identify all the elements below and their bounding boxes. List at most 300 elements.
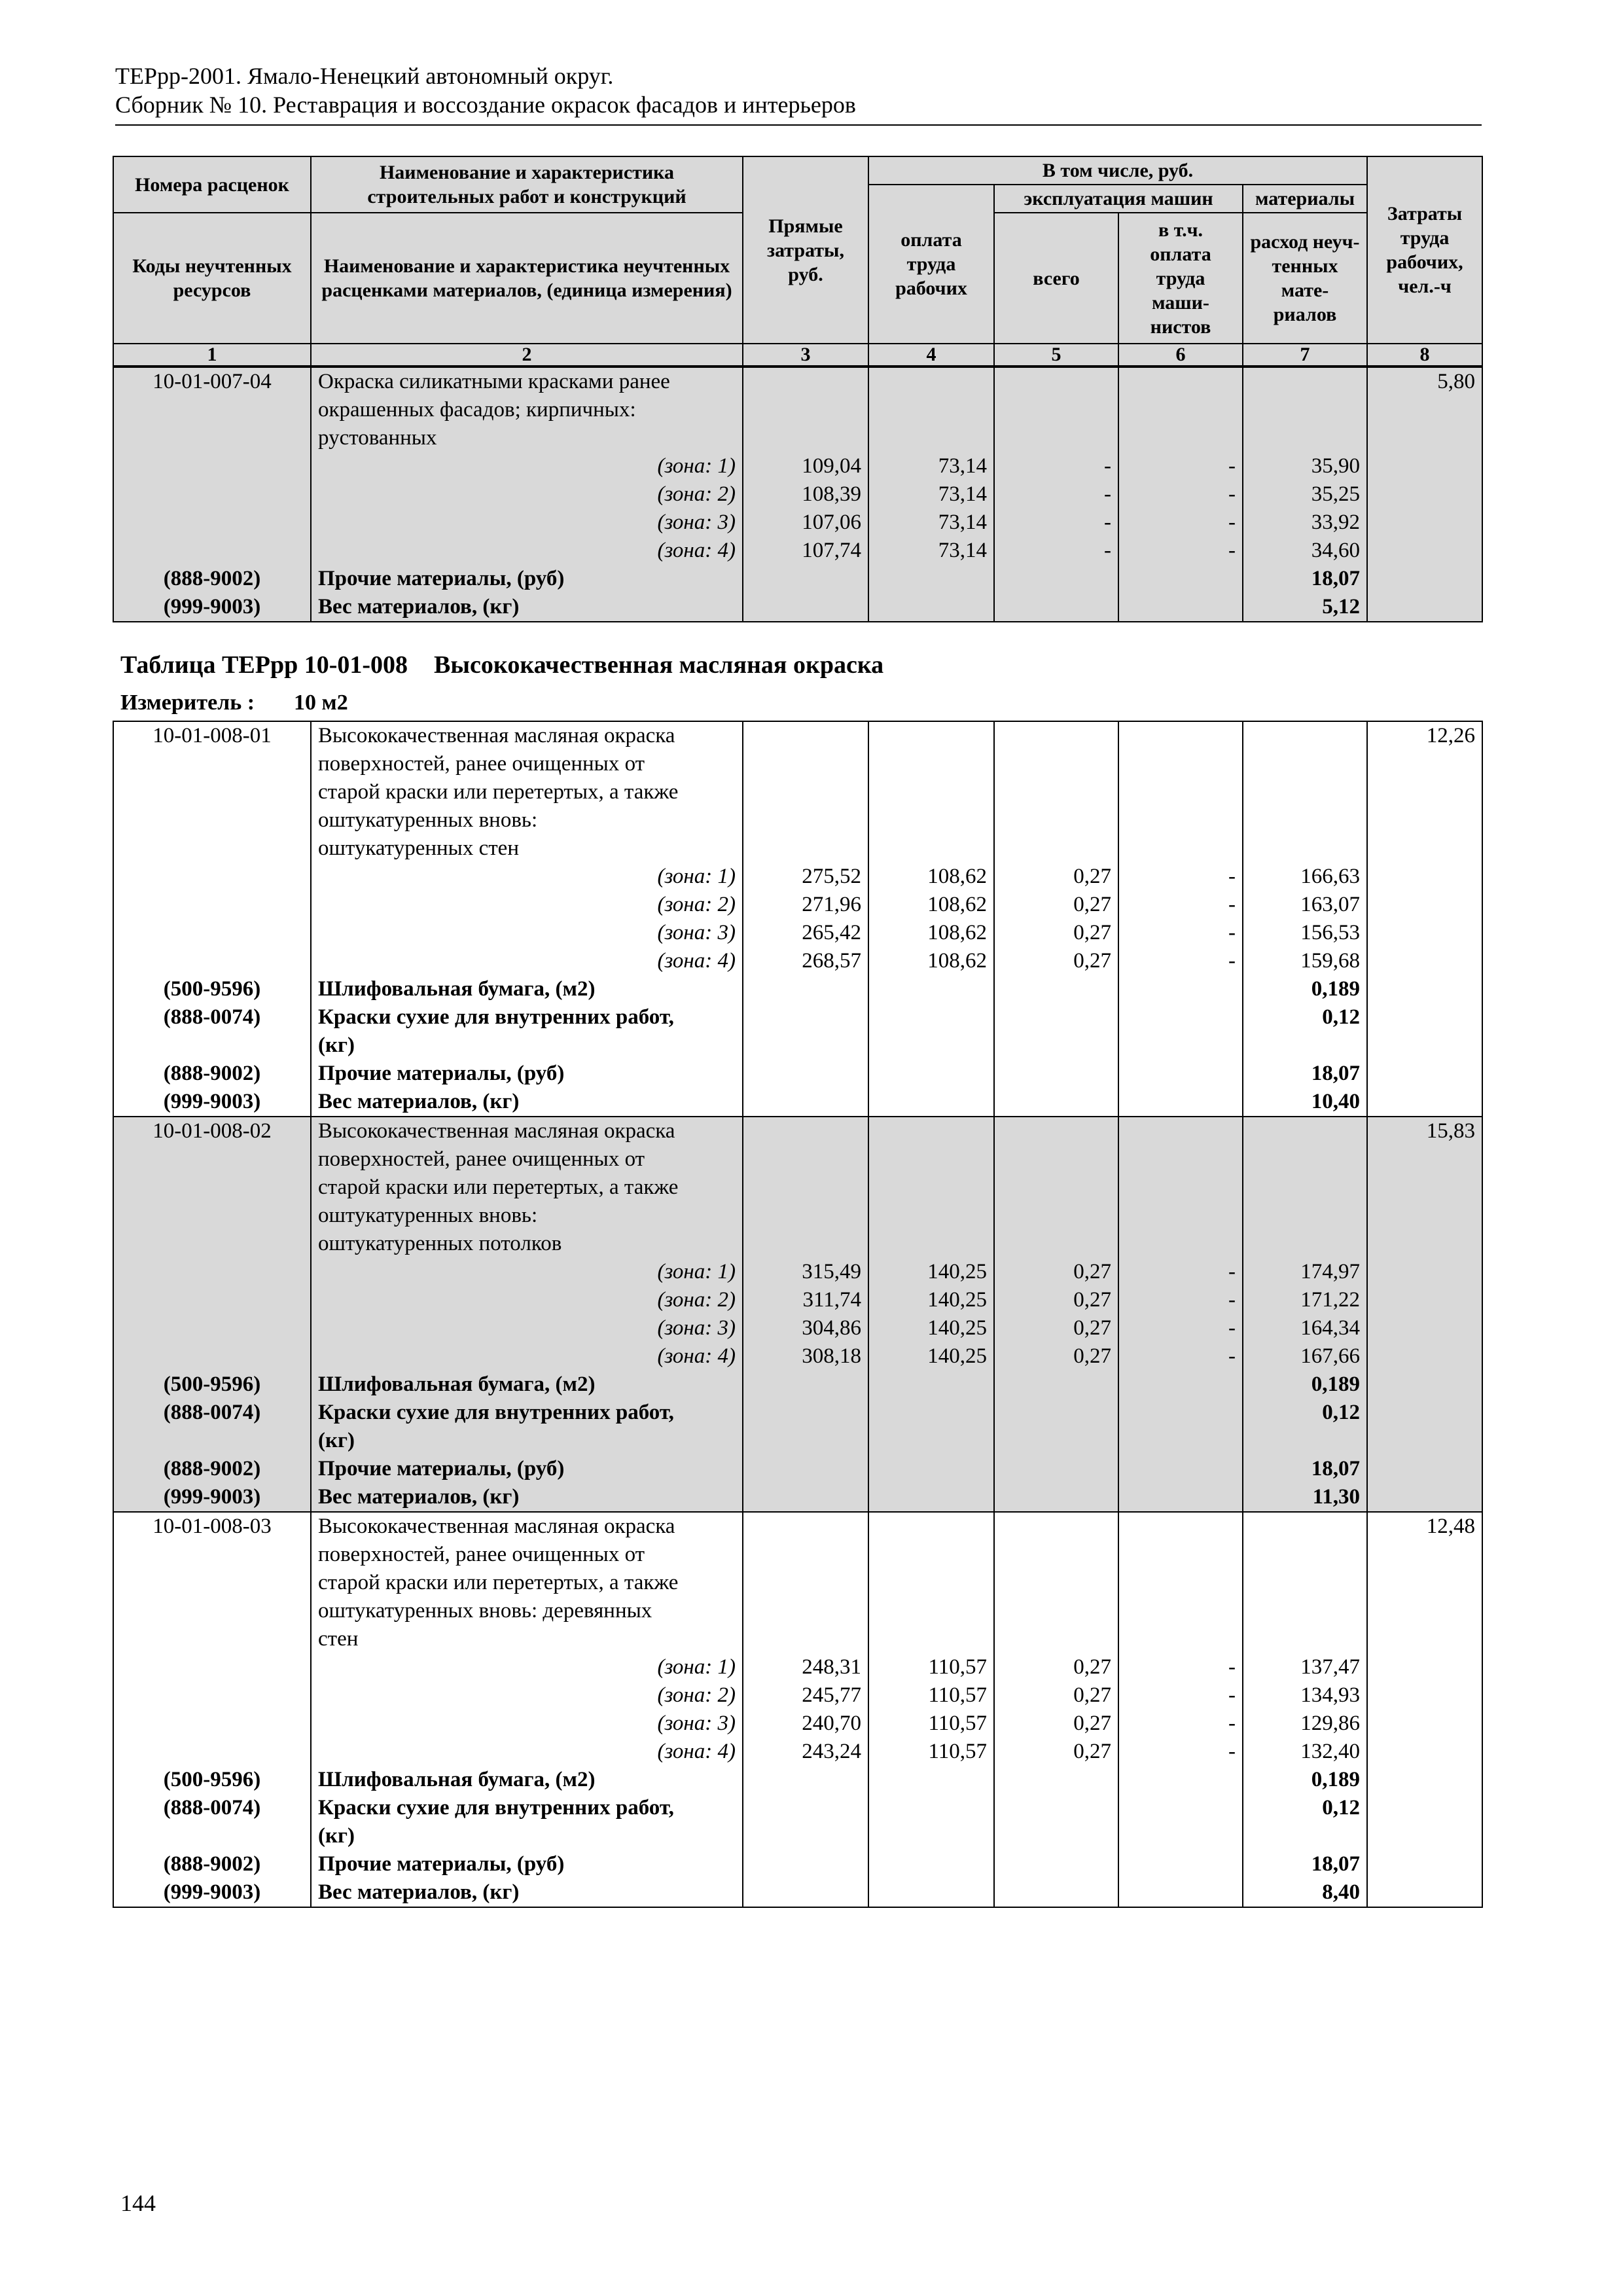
table-cell [1367,750,1482,778]
table-cell [113,919,311,947]
table-cell [1367,1088,1482,1117]
zone-row [113,509,1482,537]
table-cell [868,1003,994,1031]
direct-costs: 311,74 [743,1286,868,1314]
table-cell [743,975,868,1003]
table-cell [1367,1174,1482,1202]
table-row [113,750,1482,778]
materials: 134,93 [1243,1681,1367,1710]
table-cell [1118,1512,1243,1541]
col-rate-numbers: Номера расценок [113,156,311,213]
col-machine-labor: в т.ч. оплата труда маши-нистов [1118,213,1243,344]
table-cell [1367,1258,1482,1286]
table-cell [868,1060,994,1088]
rate-name: Высококачественная масляная окраска [311,721,743,750]
table-cell [1367,975,1482,1003]
table-cell [868,750,994,778]
machines-total: 0,27 [994,1738,1118,1766]
labor-pay: 110,57 [868,1653,994,1681]
table-cell [1367,452,1482,480]
resource-value: 18,07 [1243,1850,1367,1878]
resource-name-unit: (кг) [311,1427,743,1455]
table-cell [1367,1710,1482,1738]
table-cell [994,367,1118,396]
materials: 164,34 [1243,1314,1367,1342]
table-cell [743,424,868,452]
direct-costs: 271,96 [743,891,868,919]
col-number: 4 [868,344,994,366]
zone-label: (зона: 3) [311,1314,743,1342]
direct-costs: 315,49 [743,1258,868,1286]
zone-row [113,1738,1482,1766]
table-cell [1118,1541,1243,1569]
direct-costs: 109,04 [743,452,868,480]
materials: 167,66 [1243,1342,1367,1371]
section-title-name: Высококачественная масляная окраска [434,651,884,679]
labor-costs: 12,26 [1367,721,1482,750]
labor-pay: 73,14 [868,509,994,537]
table-cell [868,1202,994,1230]
labor-pay: 140,25 [868,1314,994,1342]
direct-costs: 108,39 [743,480,868,509]
table-cell [743,1766,868,1794]
zone-row [113,891,1482,919]
zone-label: (зона: 1) [311,452,743,480]
section-title-code: Таблица ТЕРрр 10-01-008 [120,651,408,679]
resource-value: 10,40 [1243,1088,1367,1117]
table-cell [1243,1174,1367,1202]
machines-total: - [994,509,1118,537]
table-cell [1367,919,1482,947]
table-cell [1118,1371,1243,1399]
table-cell [868,593,994,622]
table-cell [868,1850,994,1878]
resource-code: (888-0074) [113,1399,311,1427]
page-number: 144 [120,2190,156,2216]
table-cell [1243,1541,1367,1569]
table-cell [1367,509,1482,537]
direct-costs: 304,86 [743,1314,868,1342]
machine-labor: - [1118,1681,1243,1710]
machine-labor: - [1118,1286,1243,1314]
table-cell [868,1174,994,1202]
table-cell [1367,834,1482,863]
resource-value: 18,07 [1243,1060,1367,1088]
table-cell [743,1060,868,1088]
labor-pay: 73,14 [868,537,994,565]
section-title [120,651,883,679]
col-resource-codes: Коды неучтенных ресурсов [113,213,311,344]
zone-row [113,1342,1482,1371]
resource-value: 0,12 [1243,1399,1367,1427]
machines-total: 0,27 [994,863,1118,891]
table-cell [868,367,994,396]
measure-unit [120,691,348,715]
table-cell [994,1597,1118,1625]
table-cell [994,424,1118,452]
resource-value: 18,07 [1243,1455,1367,1483]
labor-costs: 12,48 [1367,1512,1482,1541]
table-cell [113,750,311,778]
table-cell [868,1455,994,1483]
machines-total: 0,27 [994,1710,1118,1738]
rate-name: старой краски или перетертых, а также [311,1569,743,1597]
machines-total: 0,27 [994,1258,1118,1286]
table-cell [1367,480,1482,509]
table-cell [743,593,868,622]
table-cell [868,424,994,452]
table-cell [868,721,994,750]
materials: 132,40 [1243,1738,1367,1766]
table-cell [868,1878,994,1907]
resource-name: Шлифовальная бумага, (м2) [311,975,743,1003]
resource-name-unit: (кг) [311,1822,743,1850]
materials: 163,07 [1243,891,1367,919]
table-cell [994,1483,1118,1512]
table-cell [1118,424,1243,452]
machine-labor: - [1118,1738,1243,1766]
rate-name: стен [311,1625,743,1653]
rate-name: Окраска силикатными красками ранее [311,367,743,396]
resource-name: Прочие материалы, (руб) [311,1455,743,1483]
table-cell [113,509,311,537]
direct-costs: 308,18 [743,1342,868,1371]
table-cell [994,1625,1118,1653]
table-cell [1118,1031,1243,1060]
labor-pay: 108,62 [868,947,994,975]
table-cell [994,1371,1118,1399]
table-cell [113,452,311,480]
table-cell [868,1569,994,1597]
table-cell [1118,1145,1243,1174]
table-cell [113,1258,311,1286]
resource-code: (888-9002) [113,1060,311,1088]
resource-code: (999-9003) [113,1088,311,1117]
table-cell [1367,1427,1482,1455]
measure-value: 10 м2 [294,691,348,715]
rate-code: 10-01-008-01 [113,721,311,750]
table-cell [994,1031,1118,1060]
col-labor-costs: Затраты труда рабочих, чел.-ч [1367,156,1482,344]
table-cell [113,1230,311,1258]
table-cell [1243,721,1367,750]
table-cell [113,778,311,806]
resource-value: 0,189 [1243,1766,1367,1794]
table-cell [1118,1455,1243,1483]
table-cell [1367,1455,1482,1483]
col-including: В том числе, руб. [868,156,1367,185]
materials: 35,25 [1243,480,1367,509]
resource-value: 0,12 [1243,1794,1367,1822]
rate-name: старой краски или перетертых, а также [311,1174,743,1202]
table-cell [113,1202,311,1230]
table-cell [1243,778,1367,806]
table-cell [1118,1569,1243,1597]
resource-value: 8,40 [1243,1878,1367,1907]
resource-name: Прочие материалы, (руб) [311,1850,743,1878]
machine-labor: - [1118,537,1243,565]
table-cell [1367,396,1482,424]
table-cell [1367,424,1482,452]
table-cell [868,565,994,593]
table-row [113,1202,1482,1230]
table-cell [113,1738,311,1766]
resource-name: Краски сухие для внутренних работ, [311,1399,743,1427]
machine-labor: - [1118,1314,1243,1342]
labor-pay: 140,25 [868,1258,994,1286]
rate-name: Высококачественная масляная окраска [311,1512,743,1541]
table-cell [113,1427,311,1455]
table-cell [1118,1822,1243,1850]
table-cell [1118,367,1243,396]
table-cell [1118,1003,1243,1031]
table-cell [743,1202,868,1230]
table-cell [743,1088,868,1117]
col-machines-total: всего [994,213,1118,344]
table-cell [994,1230,1118,1258]
machine-labor: - [1118,509,1243,537]
zone-row [113,537,1482,565]
table-cell [743,565,868,593]
table-cell [868,1597,994,1625]
rate-name: поверхностей, ранее очищенных от [311,750,743,778]
table-cell [743,834,868,863]
table-cell [1367,1738,1482,1766]
labor-pay: 73,14 [868,452,994,480]
rate-name: оштукатуренных вновь: [311,806,743,834]
table-cell [994,1060,1118,1088]
table-cell [1367,1342,1482,1371]
resource-row [113,593,1482,622]
table-row [113,834,1482,863]
table-cell [1367,1031,1482,1060]
table-cell [1243,1145,1367,1174]
resource-row-cont [113,1822,1482,1850]
table-cell [743,1455,868,1483]
table-cell [1367,1569,1482,1597]
table-cell [1367,1681,1482,1710]
table-cell [113,891,311,919]
table-cell [994,721,1118,750]
direct-costs: 265,42 [743,919,868,947]
labor-pay: 73,14 [868,480,994,509]
table-cell [994,1878,1118,1907]
table-cell [743,1230,868,1258]
table-cell [1243,1597,1367,1625]
table-cell [1367,1003,1482,1031]
table-cell [1118,1088,1243,1117]
table-cell [994,1003,1118,1031]
resource-row [113,1878,1482,1907]
table-cell [743,750,868,778]
col-number: 3 [743,344,868,366]
resource-row [113,1794,1482,1822]
table-row [113,1145,1482,1174]
table-cell [1118,1625,1243,1653]
table-row [113,1117,1482,1145]
table-row [113,1230,1482,1258]
direct-costs: 275,52 [743,863,868,891]
labor-costs: 5,80 [1367,367,1482,396]
col-number: 6 [1118,344,1243,366]
machine-labor: - [1118,1710,1243,1738]
table-cell [868,1794,994,1822]
resource-code: (888-9002) [113,1850,311,1878]
machines-total: - [994,537,1118,565]
table-row [113,778,1482,806]
resource-row [113,1850,1482,1878]
table-cell [1367,863,1482,891]
machine-labor: - [1118,452,1243,480]
table-cell [743,1541,868,1569]
table-cell [868,1230,994,1258]
table-cell [1118,1794,1243,1822]
table-cell [1243,1031,1367,1060]
table-row [113,424,1482,452]
table-cell [1367,1541,1482,1569]
table-row [113,1569,1482,1597]
header-line-1: ТЕРрр-2001. Ямало-Ненецкий автономный округ. [115,63,614,89]
table-cell [868,1088,994,1117]
table-cell [113,1145,311,1174]
col-direct-costs: Прямые затраты, руб. [743,156,868,344]
zone-label: (зона: 3) [311,509,743,537]
table-cell [1118,1117,1243,1145]
table-cell [868,834,994,863]
table-row [113,367,1482,396]
table-cell [1243,1625,1367,1653]
zone-row [113,1681,1482,1710]
labor-pay: 110,57 [868,1738,994,1766]
zone-label: (зона: 3) [311,919,743,947]
table-cell [994,778,1118,806]
table-cell [994,1569,1118,1597]
direct-costs: 268,57 [743,947,868,975]
table-cell [743,1597,868,1625]
machine-labor: - [1118,1653,1243,1681]
resource-row [113,1399,1482,1427]
machine-labor: - [1118,919,1243,947]
resource-code: (888-0074) [113,1003,311,1031]
table-cell [1367,1794,1482,1822]
table-cell [113,424,311,452]
zone-label: (зона: 2) [311,480,743,509]
table-cell [994,1174,1118,1202]
table-cell [743,1399,868,1427]
table-cell [743,1427,868,1455]
resource-code: (888-9002) [113,565,311,593]
table-cell [1367,593,1482,622]
table-cell [113,1031,311,1060]
table-cell [743,721,868,750]
resource-code: (999-9003) [113,1878,311,1907]
resource-row [113,1455,1482,1483]
materials: 171,22 [1243,1286,1367,1314]
column-numbers-row [113,344,1482,366]
labor-pay: 110,57 [868,1710,994,1738]
table-cell [743,1850,868,1878]
table-cell [868,1117,994,1145]
table-cell [113,1625,311,1653]
table-cell [743,1512,868,1541]
table-cell [1118,1850,1243,1878]
rate-name: оштукатуренных вновь: [311,1202,743,1230]
table-cell [1367,565,1482,593]
col-materials-consumption: расход неуч-тенных мате-риалов [1243,213,1367,344]
table-cell [1243,1569,1367,1597]
table-cell [1243,424,1367,452]
rates-table-008 [113,721,1483,1908]
col-number: 2 [311,344,743,366]
table-cell [1367,1286,1482,1314]
column-header-table [113,156,1483,367]
table-cell [743,1625,868,1653]
table-cell [994,1512,1118,1541]
table-cell [1118,834,1243,863]
resource-row [113,1483,1482,1512]
table-cell [1118,565,1243,593]
table-cell [1367,1822,1482,1850]
header-line-2: Сборник № 10. Реставрация и воссоздание окрасок фасадов и интерьеров [115,92,856,118]
table-cell [743,367,868,396]
resource-row [113,1766,1482,1794]
col-number: 8 [1367,344,1482,366]
table-cell [1243,396,1367,424]
machines-total: 0,27 [994,1342,1118,1371]
table-cell [994,1117,1118,1145]
table-cell [1118,721,1243,750]
zone-label: (зона: 1) [311,1653,743,1681]
col-number: 5 [994,344,1118,366]
resource-name-unit: (кг) [311,1031,743,1060]
resource-code: (500-9596) [113,975,311,1003]
resource-name: Вес материалов, (кг) [311,1878,743,1907]
table-cell [113,480,311,509]
machines-total: 0,27 [994,1681,1118,1710]
table-cell [1367,778,1482,806]
table-cell [743,1569,868,1597]
table-cell [1118,1427,1243,1455]
table-cell [113,1597,311,1625]
table-cell [1367,1597,1482,1625]
table-cell [868,1625,994,1653]
machines-total: 0,27 [994,947,1118,975]
table-row [113,806,1482,834]
table-cell [743,778,868,806]
table-cell [1118,1399,1243,1427]
table-cell [994,975,1118,1003]
table-cell [994,1202,1118,1230]
resource-value: 0,189 [1243,975,1367,1003]
machines-total: - [994,452,1118,480]
table-cell [743,1483,868,1512]
resource-row [113,1088,1482,1117]
table-cell [113,1541,311,1569]
table-cell [1243,1512,1367,1541]
table-cell [868,975,994,1003]
materials: 159,68 [1243,947,1367,975]
table-cell [113,1681,311,1710]
resource-row [113,1003,1482,1031]
direct-costs: 107,06 [743,509,868,537]
table-cell [1118,1174,1243,1202]
table-cell [1243,806,1367,834]
rate-name: оштукатуренных вновь: деревянных [311,1597,743,1625]
rate-code: 10-01-007-04 [113,367,311,396]
zone-row [113,1286,1482,1314]
resource-code: (500-9596) [113,1371,311,1399]
col-machines: эксплуатация машин [994,185,1243,213]
